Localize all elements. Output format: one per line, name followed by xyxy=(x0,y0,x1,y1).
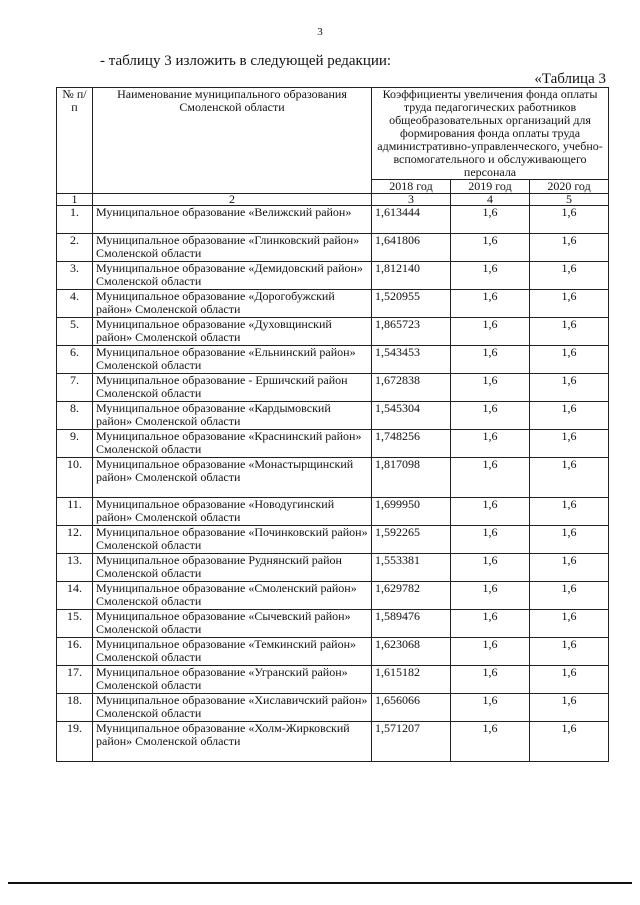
row-number: 12. xyxy=(57,526,93,554)
row-number: 18. xyxy=(57,694,93,722)
municipality-name: Муниципальное образование «Починковский район» Смоленской области xyxy=(93,526,372,554)
row-number: 2. xyxy=(57,234,93,262)
municipality-name: Муниципальное образование «Велижский район» xyxy=(93,206,372,234)
municipality-name: Муниципальное образование «Монастырщинский район» Смоленской области xyxy=(93,458,372,498)
coef-2020: 1,6 xyxy=(530,262,609,290)
municipality-name: Муниципальное образование «Угранский район» Смоленской области xyxy=(93,666,372,694)
row-number: 8. xyxy=(57,402,93,430)
coef-2019: 1,6 xyxy=(451,498,530,526)
table-row xyxy=(57,290,609,318)
table-row xyxy=(57,318,609,346)
coef-2019: 1,6 xyxy=(451,318,530,346)
table-header xyxy=(57,88,609,206)
coef-2019: 1,6 xyxy=(451,526,530,554)
municipality-name: Муниципальное образование «Краснинский район» Смоленской области xyxy=(93,430,372,458)
header-coefficients: Коэффициенты увеличения фонда оплаты труда педагогических работников общеобразовательных организаций для формирования фонда оплаты труда административно-управленческого, учебно-вспомогательного и обслуживающего персонала xyxy=(372,88,609,180)
intro-text: - таблицу 3 изложить в следующей редакции: xyxy=(100,53,392,69)
table-body xyxy=(57,206,609,762)
coef-2018: 1,543453 xyxy=(372,346,451,374)
row-number: 13. xyxy=(57,554,93,582)
table-row xyxy=(57,610,609,638)
coef-2019: 1,6 xyxy=(451,206,530,234)
coef-2020: 1,6 xyxy=(530,402,609,430)
table-row xyxy=(57,206,609,234)
table-row xyxy=(57,554,609,582)
coef-2020: 1,6 xyxy=(530,638,609,666)
municipality-name: Муниципальное образование «Демидовский район» Смоленской области xyxy=(93,262,372,290)
table-row xyxy=(57,430,609,458)
coef-2018: 1,589476 xyxy=(372,610,451,638)
municipality-name: Муниципальное образование «Холм-Жирковский район» Смоленской области xyxy=(93,722,372,762)
coef-2018: 1,629782 xyxy=(372,582,451,610)
coef-2020: 1,6 xyxy=(530,582,609,610)
row-number: 4. xyxy=(57,290,93,318)
coef-2020: 1,6 xyxy=(530,722,609,762)
table-row xyxy=(57,346,609,374)
row-number: 3. xyxy=(57,262,93,290)
row-number: 11. xyxy=(57,498,93,526)
coef-2020: 1,6 xyxy=(530,290,609,318)
row-number: 9. xyxy=(57,430,93,458)
row-number: 16. xyxy=(57,638,93,666)
coef-2019: 1,6 xyxy=(451,554,530,582)
table-row xyxy=(57,402,609,430)
header-name: Наименование муниципального образования Смоленской области xyxy=(93,88,372,194)
coef-2019: 1,6 xyxy=(451,666,530,694)
table-row xyxy=(57,666,609,694)
municipality-name: Муниципальное образование «Ельнинский район» Смоленской области xyxy=(93,346,372,374)
coef-2018: 1,623068 xyxy=(372,638,451,666)
table-row xyxy=(57,722,609,762)
municipality-name: Муниципальное образование - Ершичский район Смоленской области xyxy=(93,374,372,402)
row-number: 1. xyxy=(57,206,93,234)
row-number: 15. xyxy=(57,610,93,638)
table-row xyxy=(57,498,609,526)
footer-divider xyxy=(8,882,632,884)
header-year-2019: 2019 год xyxy=(451,180,530,194)
municipality-name: Муниципальное образование «Глинковский район» Смоленской области xyxy=(93,234,372,262)
header-year-2020: 2020 год xyxy=(530,180,609,194)
coef-2019: 1,6 xyxy=(451,262,530,290)
coef-2020: 1,6 xyxy=(530,318,609,346)
coef-2019: 1,6 xyxy=(451,374,530,402)
coefficients-table xyxy=(56,87,609,762)
table-row xyxy=(57,694,609,722)
coef-2018: 1,615182 xyxy=(372,666,451,694)
coef-2019: 1,6 xyxy=(451,346,530,374)
coef-2018: 1,699950 xyxy=(372,498,451,526)
row-number: 19. xyxy=(57,722,93,762)
coef-2018: 1,592265 xyxy=(372,526,451,554)
coef-2019: 1,6 xyxy=(451,290,530,318)
column-index-row xyxy=(57,194,609,206)
municipality-name: Муниципальное образование «Темкинский район» Смоленской области xyxy=(93,638,372,666)
table-row xyxy=(57,234,609,262)
row-number: 5. xyxy=(57,318,93,346)
coef-2018: 1,817098 xyxy=(372,458,451,498)
coef-2020: 1,6 xyxy=(530,666,609,694)
table-row xyxy=(57,526,609,554)
coef-2018: 1,571207 xyxy=(372,722,451,762)
municipality-name: Муниципальное образование «Новодугинский район» Смоленской области xyxy=(93,498,372,526)
municipality-name: Муниципальное образование «Хиславичский район» Смоленской области xyxy=(93,694,372,722)
column-index: 1 xyxy=(57,194,93,206)
coef-2020: 1,6 xyxy=(530,458,609,498)
coef-2019: 1,6 xyxy=(451,430,530,458)
coef-2020: 1,6 xyxy=(530,498,609,526)
coef-2018: 1,672838 xyxy=(372,374,451,402)
header-num: № п/п xyxy=(57,88,93,194)
coef-2018: 1,613444 xyxy=(372,206,451,234)
table-row xyxy=(57,638,609,666)
coef-2019: 1,6 xyxy=(451,234,530,262)
coef-2018: 1,641806 xyxy=(372,234,451,262)
coef-2020: 1,6 xyxy=(530,234,609,262)
municipality-name: Муниципальное образование «Смоленский район» Смоленской области xyxy=(93,582,372,610)
row-number: 17. xyxy=(57,666,93,694)
row-number: 6. xyxy=(57,346,93,374)
coef-2019: 1,6 xyxy=(451,458,530,498)
table-row xyxy=(57,458,609,498)
municipality-name: Муниципальное образование «Дорогобужский район» Смоленской области xyxy=(93,290,372,318)
header-year-2018: 2018 год xyxy=(372,180,451,194)
table-row xyxy=(57,374,609,402)
municipality-name: Муниципальное образование «Кардымовский район» Смоленской области xyxy=(93,402,372,430)
table-row xyxy=(57,582,609,610)
column-index: 2 xyxy=(93,194,372,206)
coef-2020: 1,6 xyxy=(530,374,609,402)
coef-2020: 1,6 xyxy=(530,206,609,234)
coef-2018: 1,748256 xyxy=(372,430,451,458)
row-number: 14. xyxy=(57,582,93,610)
coef-2020: 1,6 xyxy=(530,346,609,374)
coef-2019: 1,6 xyxy=(451,638,530,666)
coef-2018: 1,812140 xyxy=(372,262,451,290)
coef-2020: 1,6 xyxy=(530,430,609,458)
row-number: 10. xyxy=(57,458,93,498)
column-index: 3 xyxy=(372,194,451,206)
municipality-name: Муниципальное образование «Духовщинский район» Смоленской области xyxy=(93,318,372,346)
table-row xyxy=(57,262,609,290)
column-index: 5 xyxy=(530,194,609,206)
page-number: 3 xyxy=(317,26,323,38)
coef-2018: 1,553381 xyxy=(372,554,451,582)
row-number: 7. xyxy=(57,374,93,402)
coef-2019: 1,6 xyxy=(451,402,530,430)
coef-2018: 1,865723 xyxy=(372,318,451,346)
table-caption: «Таблица 3 xyxy=(534,71,606,87)
coef-2020: 1,6 xyxy=(530,526,609,554)
municipality-name: Муниципальное образование Руднянский район Смоленской области xyxy=(93,554,372,582)
coef-2019: 1,6 xyxy=(451,610,530,638)
coef-2019: 1,6 xyxy=(451,722,530,762)
municipality-name: Муниципальное образование «Сычевский район» Смоленской области xyxy=(93,610,372,638)
coef-2020: 1,6 xyxy=(530,554,609,582)
coef-2018: 1,545304 xyxy=(372,402,451,430)
coef-2018: 1,656066 xyxy=(372,694,451,722)
coef-2018: 1,520955 xyxy=(372,290,451,318)
coef-2020: 1,6 xyxy=(530,694,609,722)
column-index: 4 xyxy=(451,194,530,206)
coef-2019: 1,6 xyxy=(451,694,530,722)
coef-2020: 1,6 xyxy=(530,610,609,638)
coef-2019: 1,6 xyxy=(451,582,530,610)
